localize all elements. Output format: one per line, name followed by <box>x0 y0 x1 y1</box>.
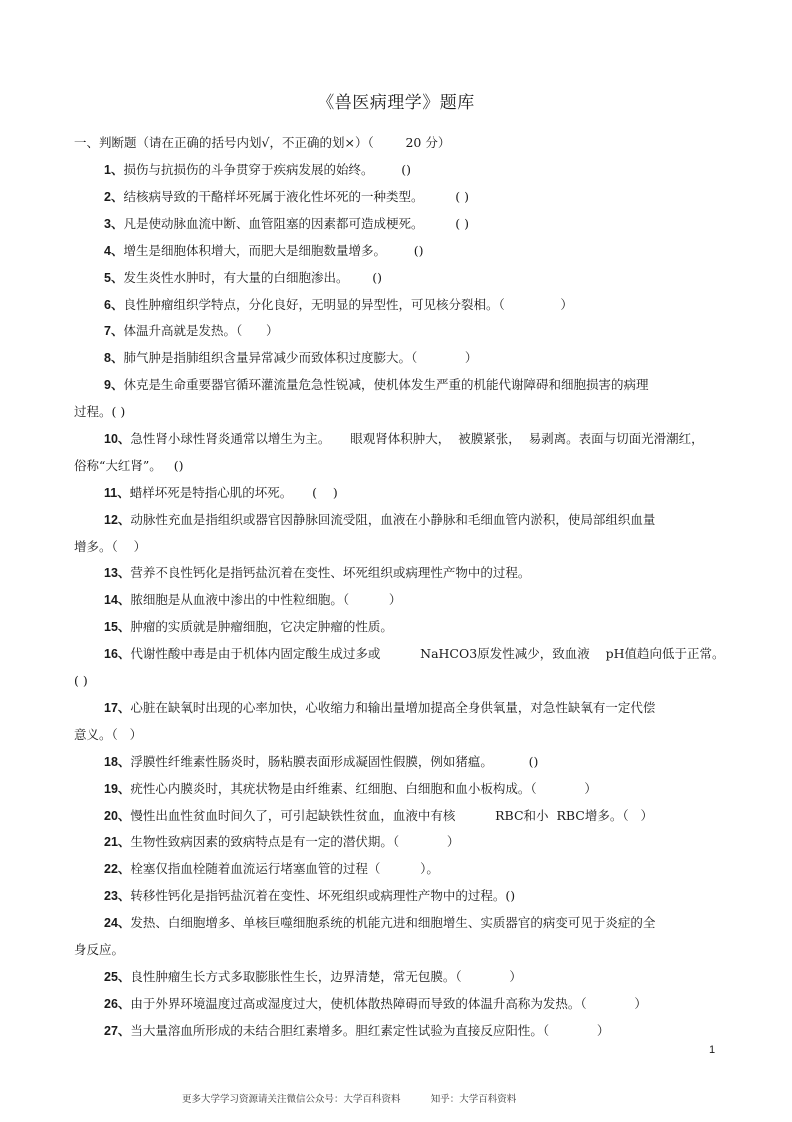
question-text: 结核病导致的干酪样坏死属于液化性坏死的一种类型。 ( ) <box>123 189 469 204</box>
question-item <box>104 781 597 797</box>
question-number: 25、 <box>104 970 131 984</box>
question-continuation <box>74 539 146 555</box>
question-continuation <box>74 942 124 958</box>
question-number: 1、 <box>104 163 124 177</box>
question-number: 14、 <box>104 593 131 607</box>
question-number: 18、 <box>104 755 131 769</box>
question-number: 24、 <box>104 916 131 930</box>
question-text: 代谢性酸中毒是由于机体内固定酸生成过多或 NaHCO3原发性减少，致血液 pH值趋向低于正常。 <box>130 646 725 661</box>
question-text: 意义。（ ） <box>74 727 143 742</box>
question-item <box>104 431 704 447</box>
question-number: 11、 <box>104 486 130 500</box>
page-number: 1 <box>709 1044 716 1056</box>
question-number: 4、 <box>104 244 124 258</box>
question-number: 9、 <box>104 378 124 392</box>
question-number: 10、 <box>104 432 131 446</box>
question-number: 22、 <box>104 862 131 876</box>
question-text: 休克是生命重要器官循环灌流量危急性锐减，使机体发生严重的机能代谢障碍和细胞损害的病理 <box>123 377 649 392</box>
question-text: 心脏在缺氧时出现的心率加快，心收缩力和输出量增加提高全身供氧量，对急性缺氧有一定代偿 <box>130 700 656 715</box>
question-number: 26、 <box>104 997 131 1011</box>
question-number: 2、 <box>104 190 124 204</box>
question-item <box>104 162 411 178</box>
question-item <box>104 216 469 232</box>
question-continuation <box>74 404 125 420</box>
question-item <box>104 592 401 608</box>
question-text: 发生炎性水肿时，有大量的白细胞渗出。 () <box>123 270 383 285</box>
question-continuation <box>74 673 88 689</box>
page-footer: 更多大学学习资源请关注微信公众号：大学百科资料 知乎：大学百科资料 <box>182 1094 517 1105</box>
question-number: 15、 <box>104 620 131 634</box>
question-item <box>104 270 382 286</box>
question-item <box>104 485 338 501</box>
question-text: 良性肿瘤生长方式多取膨胀性生长，边界清楚，常无包膜。（ ） <box>130 969 522 984</box>
question-text: 浮膜性纤维素性肠炎时，肠粘膜表面形成凝固性假膜，例如猪瘟。 () <box>130 754 539 769</box>
question-text: 栓塞仅指血栓随着血流运行堵塞血管的过程（ ）。 <box>130 861 439 876</box>
question-number: 17、 <box>104 701 131 715</box>
question-item <box>104 189 469 205</box>
question-text: 增多。（ ） <box>74 539 147 554</box>
question-item <box>104 377 648 393</box>
question-text: 营养不良性钙化是指钙盐沉着在变性、坏死组织或病理性产物中的过程。 <box>130 565 531 580</box>
question-text: 肿瘤的实质就是肿瘤细胞，它决定肿瘤的性质。 <box>130 619 393 634</box>
question-item <box>104 1023 609 1039</box>
question-item <box>104 969 522 985</box>
question-number: 7、 <box>104 324 124 338</box>
question-item <box>104 512 655 528</box>
question-text: 肺气肿是指肺组织含量异常减少而致体积过度膨大。（ ） <box>123 350 478 365</box>
section-heading: 一、判断题（请在正确的括号内划√，不正确的划×）（ 20 分） <box>74 135 451 150</box>
question-item <box>104 646 725 662</box>
question-text: 过程。( ) <box>74 404 126 419</box>
question-number: 16、 <box>104 647 131 661</box>
question-item <box>104 808 653 824</box>
question-number: 6、 <box>104 298 124 312</box>
question-text: 体温升高就是发热。（ ） <box>123 323 279 338</box>
question-item <box>104 861 439 877</box>
question-text: 发热、白细胞增多、单核巨噬细胞系统的机能亢进和细胞增生、实质器官的病变可见于炎症的全 <box>130 915 656 930</box>
question-item <box>104 915 655 931</box>
question-item <box>104 996 647 1012</box>
question-number: 12、 <box>104 513 131 527</box>
question-item <box>104 565 530 581</box>
question-number: 5、 <box>104 271 124 285</box>
question-number: 27、 <box>104 1024 131 1038</box>
question-item <box>104 243 424 259</box>
question-continuation <box>74 727 142 743</box>
question-number: 13、 <box>104 566 131 580</box>
question-item <box>104 834 459 850</box>
question-item <box>104 888 515 904</box>
question-continuation <box>74 458 183 474</box>
question-number: 20、 <box>104 809 131 823</box>
question-text: 转移性钙化是指钙盐沉着在变性、坏死组织或病理性产物中的过程。() <box>130 888 516 903</box>
question-text: 由于外界环境温度过高或湿度过大，使机体散热障碍而导致的体温升高称为发热。（ ） <box>130 996 647 1011</box>
question-text: 急性肾小球性肾炎通常以增生为主。 眼观肾体积肿大， 被膜紧张， 易剥离。表面与切面光滑潮红， <box>130 431 704 446</box>
question-text: 凡是使动脉血流中断、血管阻塞的因素都可造成梗死。 ( ) <box>123 216 469 231</box>
question-text: 动脉性充血是指组织或器官因静脉回流受阻，血液在小静脉和毛细血管内淤积，使局部组织血量 <box>130 512 656 527</box>
question-text: 俗称“大红肾”。 () <box>74 458 184 473</box>
question-item <box>104 754 538 770</box>
question-item <box>104 350 477 366</box>
question-item <box>104 619 393 635</box>
question-text: 脓细胞是从血液中渗出的中性粒细胞。（ ） <box>130 592 402 607</box>
page-title: 《兽医病理学》题库 <box>317 93 475 113</box>
question-text: ( ) <box>74 673 88 688</box>
question-text: 蜡样坏死是特指心肌的坏死。 ( ) <box>129 485 338 500</box>
question-number: 21、 <box>104 835 131 849</box>
question-text: 慢性出血性贫血时间久了，可引起缺铁性贫血，血液中有核 RBC和小 RBC增多。（ ） <box>130 808 654 823</box>
question-number: 3、 <box>104 217 124 231</box>
question-item <box>104 323 279 339</box>
question-text: 身反应。 <box>74 942 125 957</box>
question-text: 疣性心内膜炎时，其疣状物是由纤维素、红细胞、白细胞和血小板构成。（ ） <box>130 781 597 796</box>
question-text: 生物性致病因素的致病特点是有一定的潜伏期。（ ） <box>130 834 460 849</box>
question-text: 当大量溶血所形成的未结合胆红素增多。胆红素定性试验为直接反应阳性。（ ） <box>130 1023 610 1038</box>
question-text: 损伤与抗损伤的斗争贯穿于疾病发展的始终。 () <box>123 162 412 177</box>
question-number: 23、 <box>104 889 131 903</box>
question-number: 8、 <box>104 351 124 365</box>
question-item <box>104 297 573 313</box>
question-number: 19、 <box>104 782 131 796</box>
question-item <box>104 700 655 716</box>
question-text: 增生是细胞体积增大，而肥大是细胞数量增多。 () <box>123 243 424 258</box>
question-text: 良性肿瘤组织学特点，分化良好，无明显的异型性，可见核分裂相。（ ） <box>123 297 573 312</box>
